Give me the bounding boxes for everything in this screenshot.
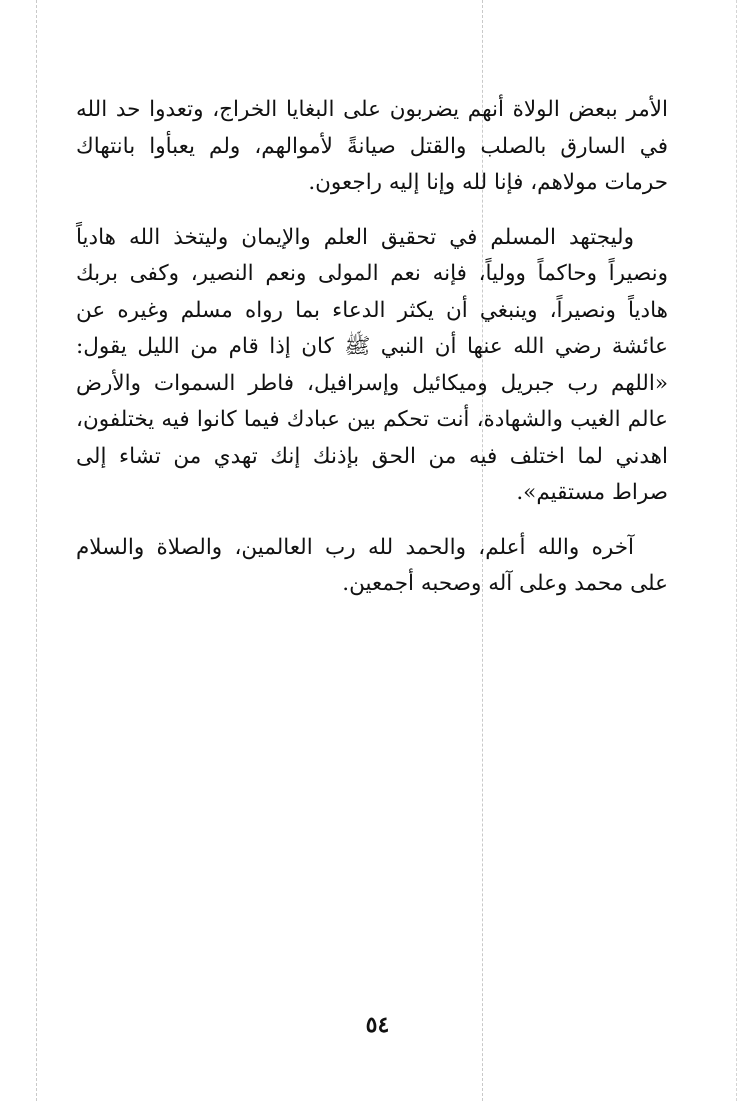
- page-body: [76, 92, 668, 621]
- scan-crease-right: [736, 0, 737, 1101]
- paragraph-continuation: الأمر ببعض الولاة أنهم يضربون على البغايا الخراج، وتعدوا حد الله في السارق بالصلب والقتل صيانةً لأموالهم، ولم يعبأوا بانتهاك حرمات مولاهم، فإنا لله وإنا إليه راجعون.: [76, 97, 668, 195]
- page-number: ٥٤: [365, 1012, 390, 1038]
- paragraph-closing: آخره والله أعلم، والحمد لله رب العالمين، والصلاة والسلام على محمد وعلى آله وصحبه أجمعين.: [76, 534, 668, 596]
- paragraph-supplication: وليجتهد المسلم في تحقيق العلم والإيمان وليتخذ الله هادياً ونصيراً وحاكماً وولياً، فإنه نعم المولى ونعم النصير، وكفى بربك هادياً ونصيراً، وينبغي أن يكثر الدعاء بما رواه مسلم وغيره عن عائشة رضي الله عنها أن النبي ﷺ كان إذا قام من الليل يقول: «اللهم رب جبريل وميكائيل وإسرافيل، فاطر السموات والأرض عالم الغيب والشهادة، أنت تحكم بين عبادك فيما كانوا فيه يختلفون، اهدني لما اختلف فيه من الحق بإذنك إنك تهدي من تشاء إلى صراط مستقيم».: [76, 224, 668, 505]
- scan-crease-left: [36, 0, 37, 1101]
